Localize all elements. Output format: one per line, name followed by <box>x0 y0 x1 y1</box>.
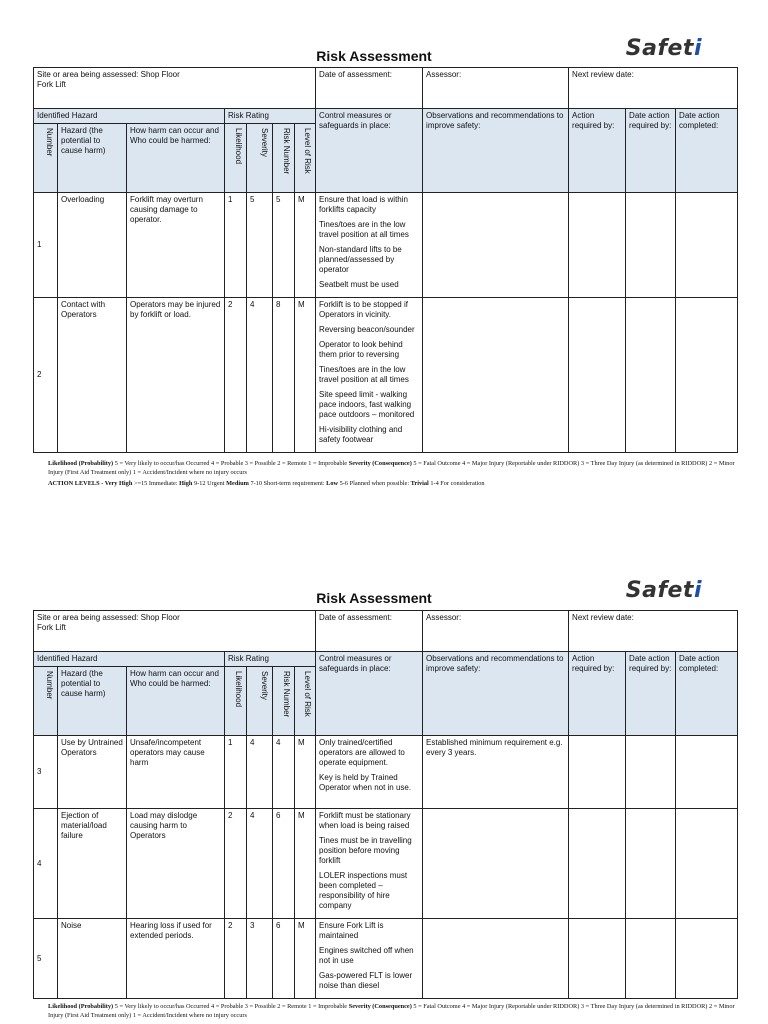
date-action-required-header: Date action required by: <box>626 652 676 736</box>
row-observations <box>423 919 569 999</box>
row-severity: 4 <box>247 809 273 919</box>
row-date-required <box>626 193 676 298</box>
row-date-completed <box>676 193 738 298</box>
table-row <box>34 919 738 999</box>
row-risk-number: 6 <box>273 919 295 999</box>
row-date-completed <box>676 919 738 999</box>
row-likelihood: 2 <box>225 919 247 999</box>
assessor-cell: Assessor: <box>423 611 569 652</box>
row-controls: Forklift is to be stopped if Operators in vicinity. Reversing beacon/sounder Operator to look behind them prior to reversing Tines/toes are in the low travel position at all times Site speed limit - walking pace indoors, fast walking pace outdoors – monitored Hi-visibility clothing and safety footwear <box>316 298 423 453</box>
row-controls: Ensure Fork Lift is maintained Engines switched off when not in use Gas-powered FLT is lower noise than diesel <box>316 919 423 999</box>
row-severity: 3 <box>247 919 273 999</box>
risk-rating-header: Risk Rating <box>225 652 316 667</box>
row-action-required <box>569 193 626 298</box>
row-how: Forklift may overturn causing damage to operator. <box>127 193 225 298</box>
severity-header: Severity <box>247 667 273 736</box>
row-observations <box>423 193 569 298</box>
row-action-required <box>569 919 626 999</box>
row-risk-number: 5 <box>273 193 295 298</box>
row-controls: Forklift must be stationary when load is being raised Tines must be in travelling position before moving forklift LOLER inspections must been completed – responsibility of hire company <box>316 809 423 919</box>
row-how: Load may dislodge causing harm to Operators <box>127 809 225 919</box>
severity-header: Severity <box>247 124 273 193</box>
risk-table <box>33 610 738 999</box>
identified-hazard-header: Identified Hazard <box>34 652 225 667</box>
row-likelihood: 2 <box>225 298 247 453</box>
observations-header: Observations and recommendations to improve safety: <box>423 109 569 193</box>
row-level: M <box>295 193 316 298</box>
table-row <box>34 298 738 453</box>
row-observations <box>423 298 569 453</box>
date-of-assessment-cell: Date of assessment: <box>316 68 423 109</box>
risk-table <box>33 67 738 453</box>
row-hazard: Ejection of material/load failure <box>58 809 127 919</box>
row-controls: Ensure that load is within forklifts capacity Tines/toes are in the low travel position at all times Non-standard lifts to be planned/assessed by operator Seatbelt must be used <box>316 193 423 298</box>
risk-number-header: Risk Number <box>273 667 295 736</box>
row-date-completed <box>676 809 738 919</box>
risk-legend: Likelihood (Probability) 5 = Very likely to occur/has Occurred 4 = Probable 3 = Possible 2 = Remote 1 = Improbable Severity (Consequence) 5 = Fatal Outcome 4 = Major Injury (Reportable under RIDDOR) 3 = Three Day Injury (as determined in RIDDOR) 2 = Minor Injury (First Aid Treatment only) 1 = Accident/Incident where no injury occurs ACTION LEVELS - Very High >=15 Immediate: High 9-12 Urgent Medium 7-10 Short-term requirement: Low 5-6 Planned when possible: Trivial 1-4 For consideration <box>48 460 735 487</box>
row-hazard: Contact with Operators <box>58 298 127 453</box>
row-severity: 4 <box>247 736 273 809</box>
how-harm-header: How harm can occur and Who could be harmed: <box>127 667 225 736</box>
level-of-risk-header: Level of Risk <box>295 667 316 736</box>
site-cell: Site or area being assessed: Shop Floor Fork Lift <box>34 611 316 652</box>
row-action-required <box>569 736 626 809</box>
observations-header: Observations and recommendations to improve safety: <box>423 652 569 736</box>
row-number: 1 <box>34 193 58 298</box>
row-controls: Only trained/certified operators are allowed to operate equipment. Key is held by Trained Operator when not in use. <box>316 736 423 809</box>
risk-legend: Likelihood (Probability) 5 = Very likely to occur/has Occurred 4 = Probable 3 = Possible 2 = Remote 1 = Improbable Severity (Consequence) 5 = Fatal Outcome 4 = Major Injury (Reportable under RIDDOR) 3 = Three Day Injury (as determined in RIDDOR) 2 = Minor Injury (First Aid Treatment only) 1 = Accident/Incident where no injury occurs <box>48 1003 735 1019</box>
next-review-cell: Next review date: <box>569 68 738 109</box>
row-level: M <box>295 298 316 453</box>
safeti-logo: Safeti <box>625 36 702 61</box>
row-date-required <box>626 736 676 809</box>
row-number: 2 <box>34 298 58 453</box>
date-action-completed-header: Date action completed: <box>676 652 738 736</box>
site-cell: Site or area being assessed: Shop Floor Fork Lift <box>34 68 316 109</box>
row-date-required <box>626 298 676 453</box>
row-level: M <box>295 736 316 809</box>
row-observations: Established minimum requirement e.g. every 3 years. <box>423 736 569 809</box>
row-date-completed <box>676 736 738 809</box>
row-how: Hearing loss if used for extended periods. <box>127 919 225 999</box>
action-required-header: Action required by: <box>569 652 626 736</box>
risk-number-header: Risk Number <box>273 124 295 193</box>
page-title: Risk Assessment <box>316 48 432 64</box>
likelihood-header: Likelihood <box>225 124 247 193</box>
control-measures-header: Control measures or safeguards in place: <box>316 652 423 736</box>
safeti-logo: Safeti <box>625 578 702 603</box>
row-hazard: Noise <box>58 919 127 999</box>
identified-hazard-header: Identified Hazard <box>34 109 225 124</box>
number-header: Number <box>34 124 58 193</box>
row-level: M <box>295 809 316 919</box>
how-harm-header: How harm can occur and Who could be harmed: <box>127 124 225 193</box>
row-risk-number: 4 <box>273 736 295 809</box>
date-of-assessment-cell: Date of assessment: <box>316 611 423 652</box>
page-title: Risk Assessment <box>316 590 432 606</box>
row-observations <box>423 809 569 919</box>
row-date-required <box>626 919 676 999</box>
row-hazard: Overloading <box>58 193 127 298</box>
likelihood-header: Likelihood <box>225 667 247 736</box>
row-number: 3 <box>34 736 58 809</box>
row-how: Unsafe/incompetent operators may cause harm <box>127 736 225 809</box>
row-number: 5 <box>34 919 58 999</box>
table-row <box>34 809 738 919</box>
row-date-completed <box>676 298 738 453</box>
row-level: M <box>295 919 316 999</box>
hazard-header: Hazard (the potential to cause harm) <box>58 667 127 736</box>
row-number: 4 <box>34 809 58 919</box>
row-how: Operators may be injured by forklift or load. <box>127 298 225 453</box>
risk-rating-header: Risk Rating <box>225 109 316 124</box>
row-likelihood: 1 <box>225 736 247 809</box>
action-required-header: Action required by: <box>569 109 626 193</box>
row-severity: 5 <box>247 193 273 298</box>
assessor-cell: Assessor: <box>423 68 569 109</box>
date-action-required-header: Date action required by: <box>626 109 676 193</box>
level-of-risk-header: Level of Risk <box>295 124 316 193</box>
table-row <box>34 736 738 809</box>
row-severity: 4 <box>247 298 273 453</box>
row-risk-number: 8 <box>273 298 295 453</box>
row-likelihood: 2 <box>225 809 247 919</box>
row-risk-number: 6 <box>273 809 295 919</box>
control-measures-header: Control measures or safeguards in place: <box>316 109 423 193</box>
number-header: Number <box>34 667 58 736</box>
next-review-cell: Next review date: <box>569 611 738 652</box>
row-action-required <box>569 809 626 919</box>
row-action-required <box>569 298 626 453</box>
date-action-completed-header: Date action completed: <box>676 109 738 193</box>
row-likelihood: 1 <box>225 193 247 298</box>
row-date-required <box>626 809 676 919</box>
row-hazard: Use by Untrained Operators <box>58 736 127 809</box>
table-row <box>34 193 738 298</box>
hazard-header: Hazard (the potential to cause harm) <box>58 124 127 193</box>
